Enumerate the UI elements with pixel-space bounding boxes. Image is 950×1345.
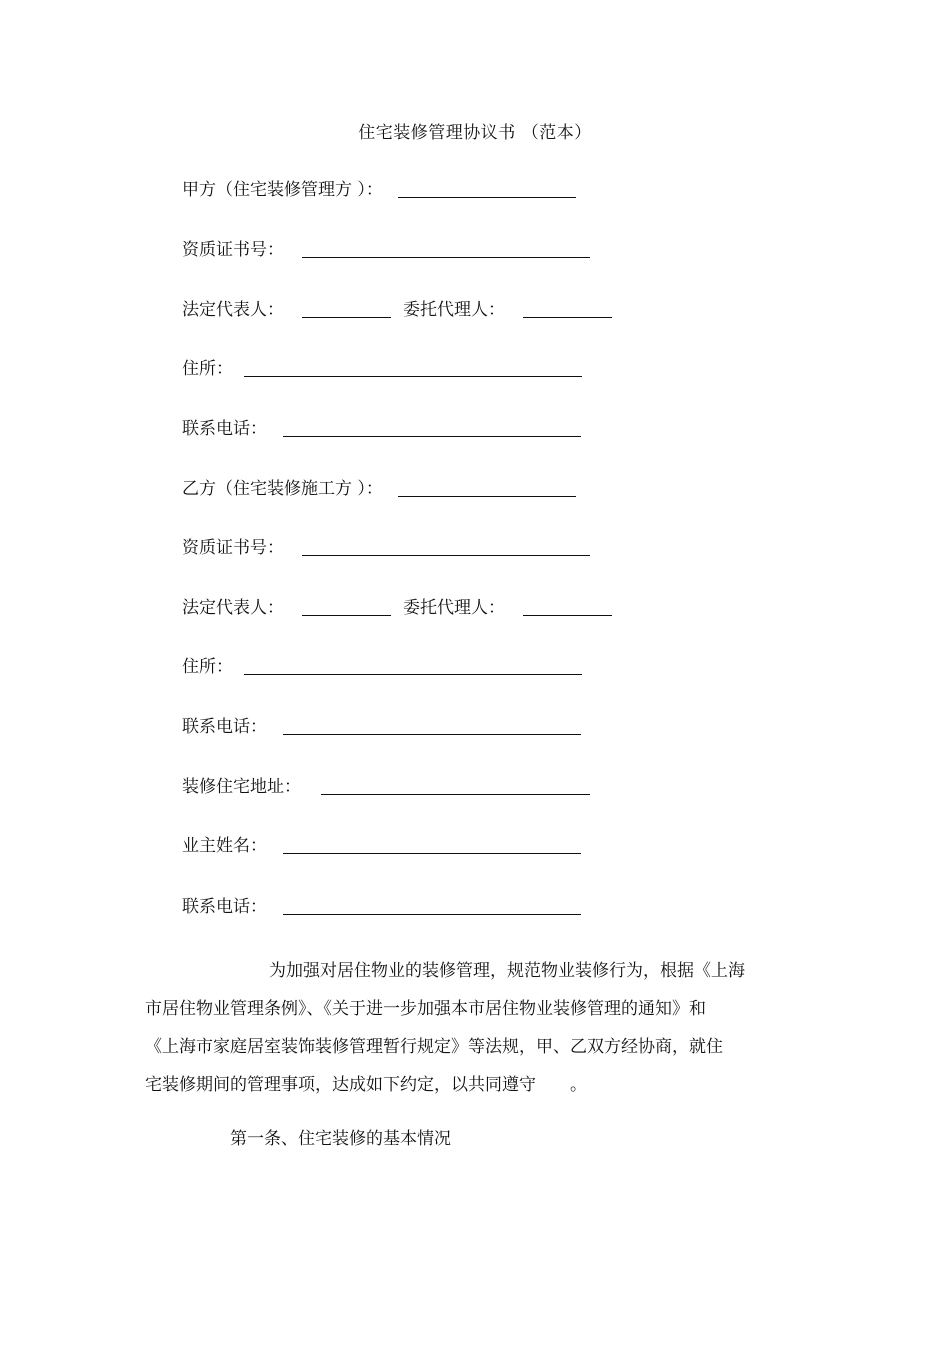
preamble-line-4: 宅装修期间的管理事项，达成如下约定，以共同遵守 。 bbox=[145, 1075, 587, 1095]
site-address-label: 装修住宅地址： bbox=[182, 777, 301, 797]
owner-phone-blank[interactable] bbox=[283, 914, 581, 915]
party-a-phone-label: 联系电话： bbox=[182, 419, 267, 439]
preamble-line-2: 市居住物业管理条例》、《关于进一步加强本市居住物业装修管理的通知》和 bbox=[145, 999, 706, 1019]
party-a-heading-label: 甲方（住宅装修管理方 ）： bbox=[182, 180, 383, 200]
owner-name-label: 业主姓名： bbox=[182, 836, 267, 856]
owner-phone-label: 联系电话： bbox=[182, 897, 267, 917]
party-a-legal-rep-label: 法定代表人： bbox=[182, 300, 284, 320]
party-a-legal-rep-blank[interactable] bbox=[302, 317, 391, 318]
party-b-agent-blank[interactable] bbox=[523, 615, 612, 616]
party-b-agent-label: 委托代理人： bbox=[403, 598, 505, 618]
party-a-phone-blank[interactable] bbox=[283, 436, 581, 437]
document-title: 住宅装修管理协议书 （范本） bbox=[358, 123, 592, 143]
party-b-name-blank[interactable] bbox=[398, 496, 576, 497]
section-1-title: 第一条、住宅装修的基本情况 bbox=[230, 1129, 451, 1149]
owner-name-blank[interactable] bbox=[283, 853, 581, 854]
party-a-cert-label: 资质证书号： bbox=[182, 240, 284, 260]
party-b-legal-rep-label: 法定代表人： bbox=[182, 598, 284, 618]
party-a-agent-blank[interactable] bbox=[523, 317, 612, 318]
party-b-address-label: 住所： bbox=[182, 657, 233, 677]
party-a-address-label: 住所： bbox=[182, 359, 233, 379]
site-address-blank[interactable] bbox=[321, 794, 590, 795]
party-b-phone-label: 联系电话： bbox=[182, 717, 267, 737]
preamble-paragraph bbox=[145, 952, 785, 1104]
party-b-address-blank[interactable] bbox=[244, 674, 582, 675]
preamble-line-1: 为加强对居住物业的装修管理，规范物业装修行为，根据《上海 bbox=[269, 961, 745, 981]
party-b-heading-label: 乙方（住宅装修施工方 ）： bbox=[182, 479, 383, 499]
party-a-agent-label: 委托代理人： bbox=[403, 300, 505, 320]
party-a-name-blank[interactable] bbox=[398, 197, 576, 198]
party-a-cert-blank[interactable] bbox=[302, 257, 590, 258]
party-a-address-blank[interactable] bbox=[244, 376, 582, 377]
party-b-phone-blank[interactable] bbox=[283, 734, 581, 735]
party-b-cert-blank[interactable] bbox=[302, 555, 590, 556]
party-b-legal-rep-blank[interactable] bbox=[302, 615, 391, 616]
party-b-cert-label: 资质证书号： bbox=[182, 538, 284, 558]
preamble-line-3: 《上海市家庭居室装饰装修管理暂行规定》等法规，甲、乙双方经协商，就住 bbox=[145, 1037, 723, 1057]
